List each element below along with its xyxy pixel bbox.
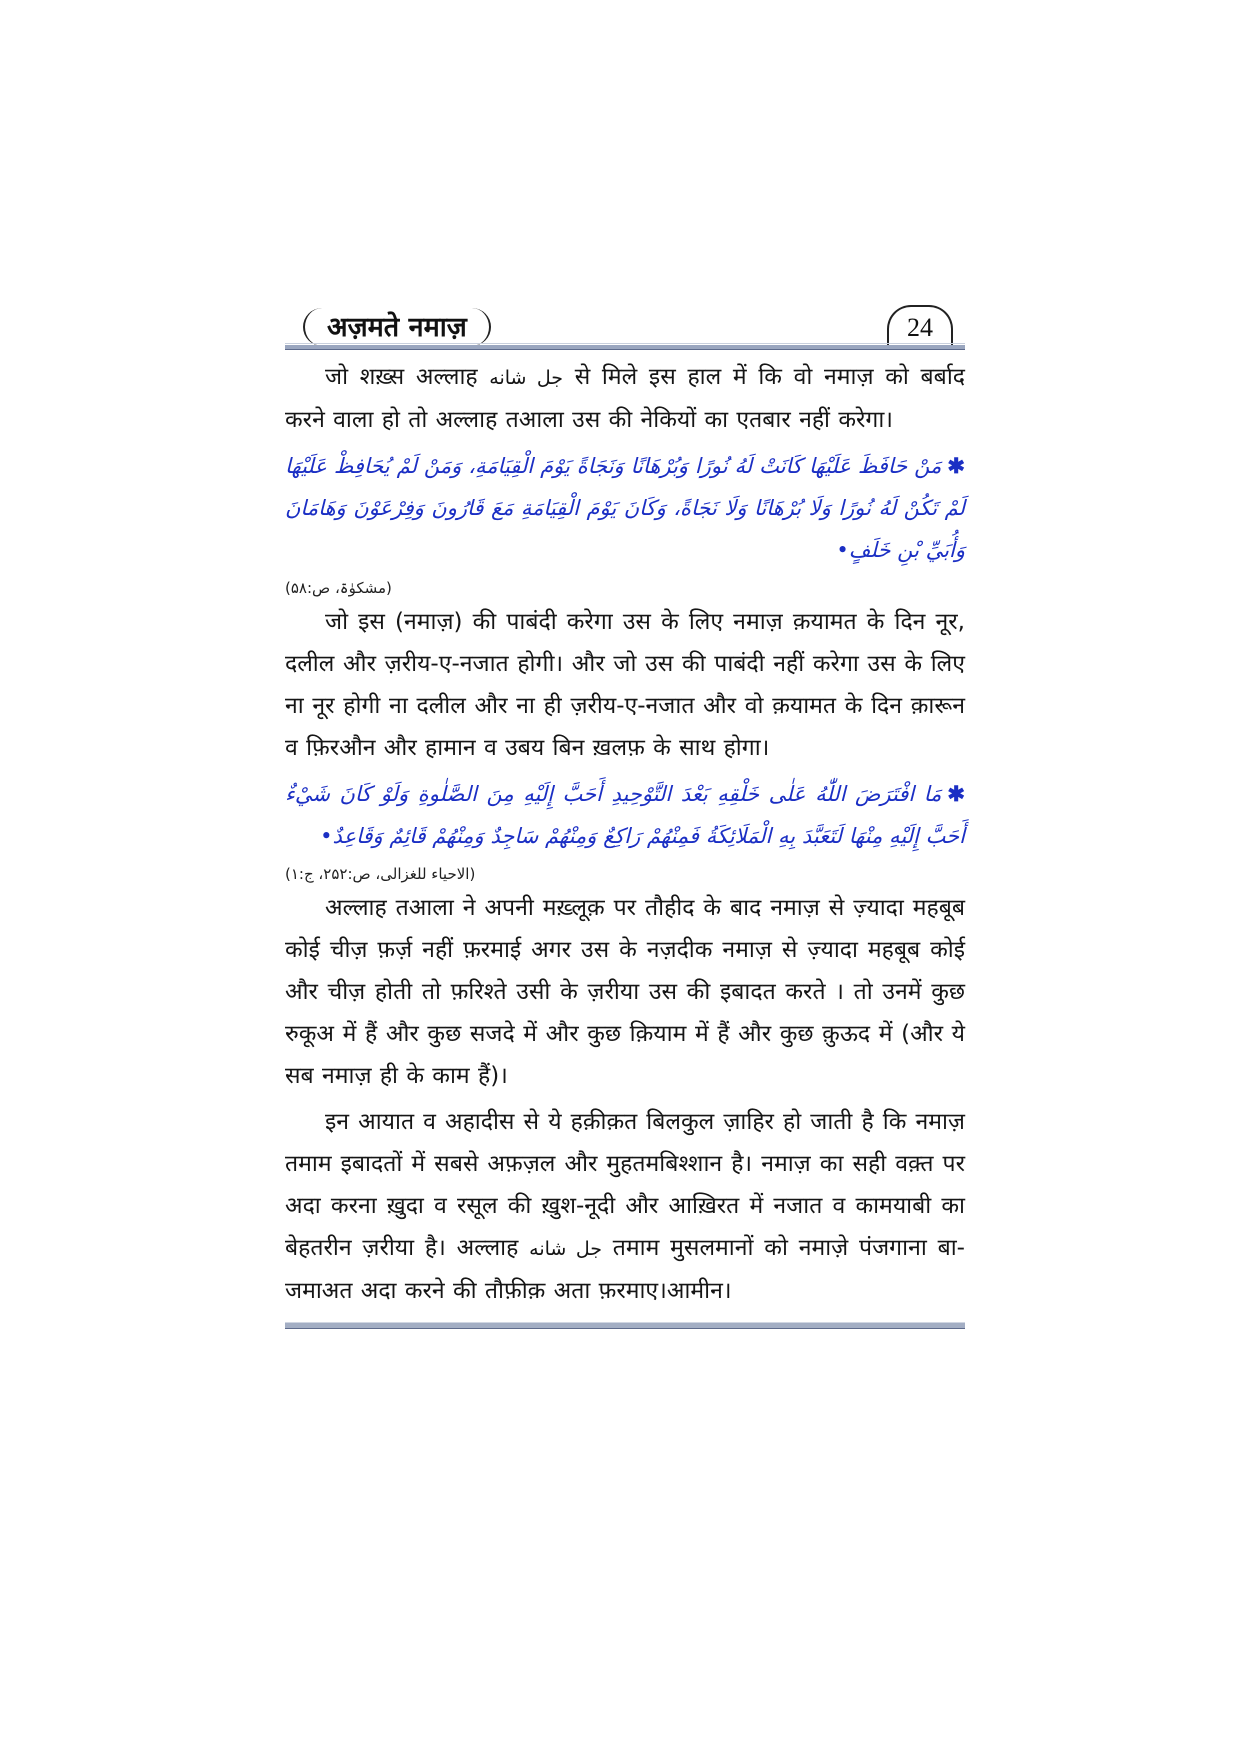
page-header (285, 300, 965, 350)
star-bullet-icon: ✱ (947, 453, 965, 478)
hadith-2-text: مَا افْتَرَضَ اللّٰهُ عَلٰى خَلْقِهِ بَعْدَ التَّوْحِيدِ أَحَبَّ إِلَيْهِ مِنَ الصَّلٰوةِ وَلَوْ كَانَ شَيْءٌ أَحَبَّ إِلَيْهِ مِنْهَا لَتَعَبَّدَ بِهِ الْمَلَائِكَةُ فَمِنْهُمْ رَاكِعٌ وَمِنْهُمْ سَاجِدٌ وَمِنْهُمْ قَائِمٌ وَقَاعِدٌ• (285, 782, 965, 848)
hadith-1-text: مَنْ حَافَظَ عَلَيْهَا كَانَتْ لَهُ نُورًا وَبُرْهَانًا وَنَجَاةً يَوْمَ الْقِيَامَةِ، وَمَنْ لَمْ يُحَافِظْ عَلَيْهَا لَمْ تَكُنْ لَهُ نُورًا وَلَا بُرْهَانًا وَلَا نَجَاةً، وَكَانَ يَوْمَ الْقِيَامَةِ مَعَ قَارُونَ وَفِرْعَوْنَ وَهَامَانَ وَأُبَيِّ بْنِ خَلَفٍ• (285, 454, 965, 562)
paragraph-3: अल्लाह तआला ने अपनी मख़्लूक़ पर तौहीद के बाद नमाज़ से ज़्यादा महबूब कोई चीज़ फ़र्ज़ नहीं फ़रमाई अगर उस के नज़दीक नमाज़ से ज़्यादा महबूब कोई और चीज़ होती तो फ़रिश्ते उसी के ज़रीया उस की इबादत करते । तो उनमें कुछ रुकूअ में हैं और कुछ सजदे में और कुछ क़ियाम में हैं और कुछ क़ुऊद में (और ये सब नमाज़ ही के काम हैं)। (285, 895, 965, 1089)
header-rule (285, 345, 965, 350)
paragraph-2: जो इस (नमाज़) की पाबंदी करेगा उस के लिए नमाज़ क़यामत के दिन नूर, दलील और ज़रीय-ए-नजात होगी। और जो उस की पाबंदी नहीं करेगा उस के लिए ना नूर होगी ना दलील और ना ही ज़रीय-ए-नजात और वो क़यामत के दिन क़ारून व फ़िरऔन और हामान व उबय बिन ख़लफ़ के साथ होगा। (285, 609, 965, 761)
star-bullet-icon: ✱ (947, 781, 965, 806)
paragraph-4-text-a: इन आयात व अहादीस से ये हक़ीक़त बिलकुल ज़ाहिर हो जाती है कि नमाज़ तमाम इबादतों में सबसे अफ़ज़ल और मुहतमबिश्शान है। नमाज़ का सही वक़्त पर अदा करना ख़ुदा व रसूल की ख़ुश-नूदी और आख़िरत में नजात व कामयाबी का बेहतरीन ज़रीया है। अल्लाह (285, 1109, 965, 1261)
paragraph-1-text-a: जो शख़्स अल्लाह (325, 364, 490, 390)
hadith-1-ref-text: (مشکوٰۃ، ص:۵۸) (285, 579, 392, 597)
hadith-1-reference (285, 575, 965, 601)
footer-rule (285, 1322, 965, 1329)
honorific-1: جل شانه (489, 367, 564, 389)
honorific-2: جل شانه (529, 1238, 602, 1260)
document-page (285, 300, 965, 1329)
hadith-2-ref-text: (الاحیاء للغزالی، ص:۲۵۲، ج:۱) (285, 865, 476, 883)
hadith-1 (285, 445, 965, 571)
paragraph-1-text-b: से मिले इस हाल में कि वो नमाज़ को बर्बाद करने वाला हो तो अल्लाह तआला उस की नेकियों का एतबार नहीं करेगा। (285, 364, 965, 433)
hadith-2 (285, 773, 965, 857)
hadith-2-reference (285, 861, 965, 887)
page-number: 24 (887, 305, 953, 349)
paragraph-4 (285, 1101, 965, 1312)
paragraph-4-text-b: तमाम मुसलमानों को नमाज़े पंजगाना बा-जमाअत अदा करने की तौफ़ीक़ अता फ़रमाए।आमीन। (285, 1235, 965, 1304)
book-title: अज़मते नमाज़ (303, 308, 491, 346)
paragraph-1 (285, 356, 965, 441)
